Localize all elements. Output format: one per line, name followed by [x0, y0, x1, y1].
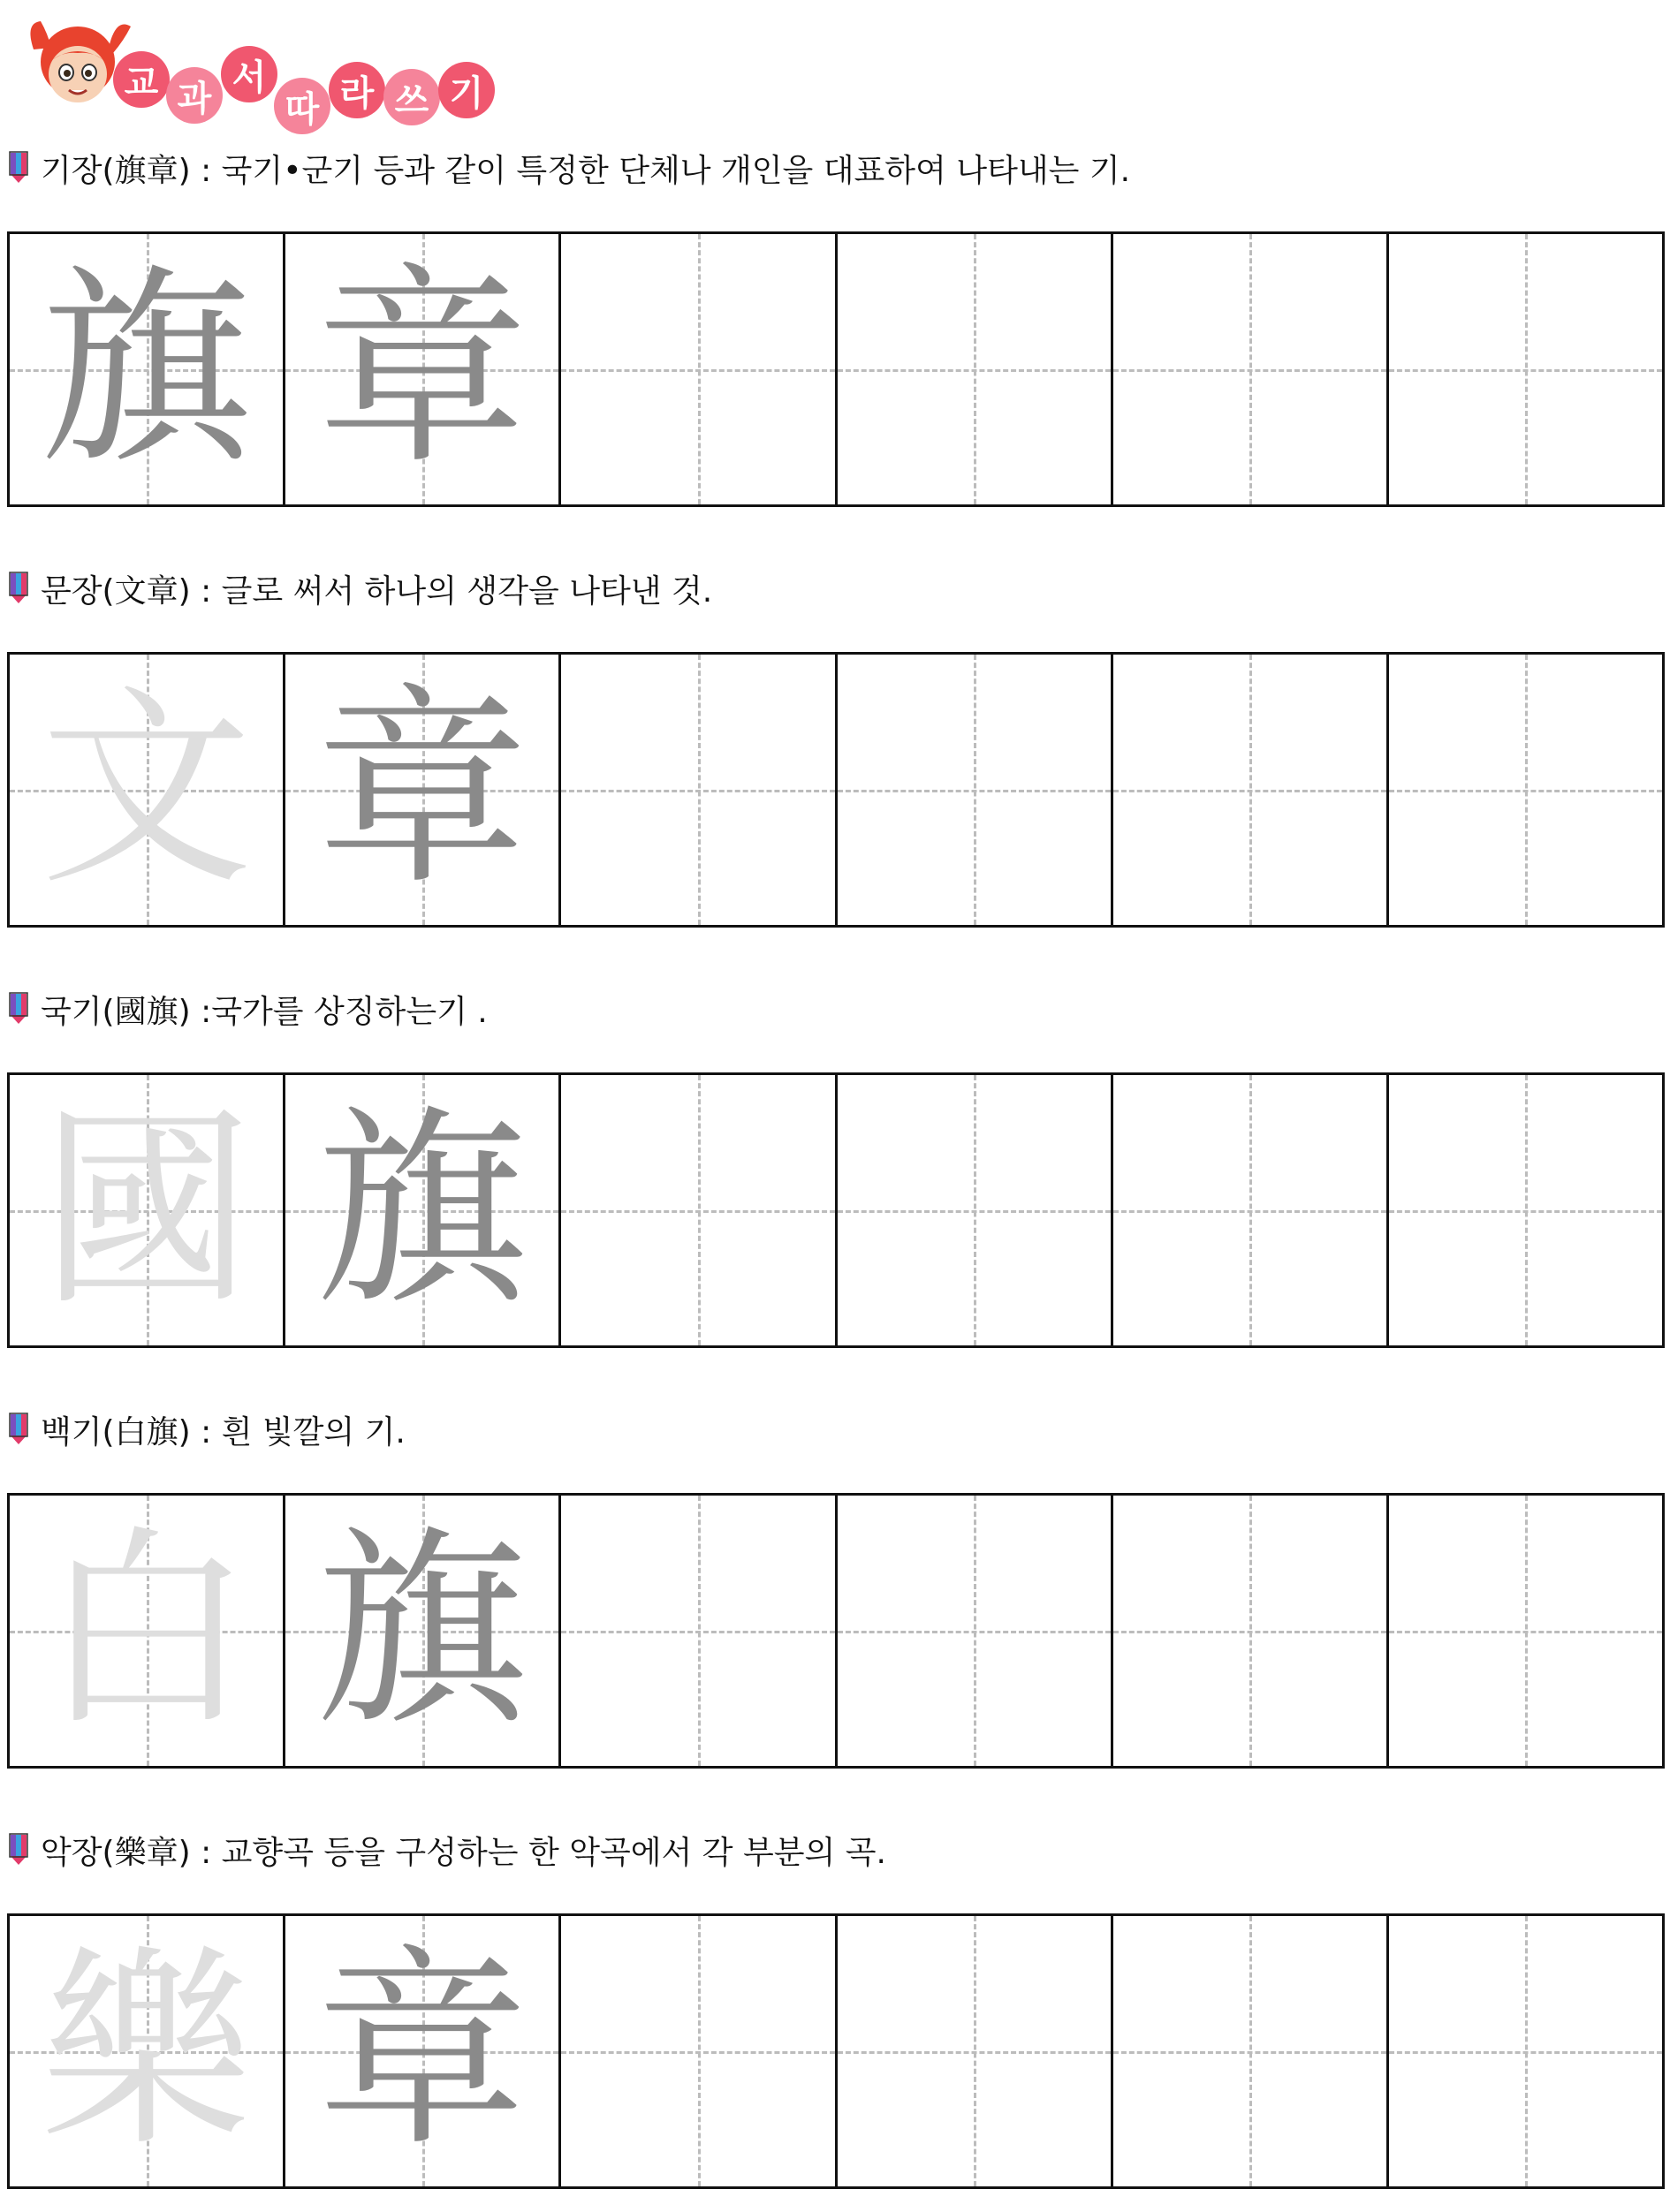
- guide-line-horizontal: [1389, 369, 1662, 372]
- model-char-cell: [283, 1496, 558, 1766]
- practice-section: [0, 565, 1670, 936]
- model-char-cell: [10, 1075, 283, 1345]
- hanja-character: 章: [315, 666, 528, 913]
- guide-line-horizontal: [1389, 1631, 1662, 1633]
- writing-grid: [7, 1493, 1665, 1769]
- hanja-character: 章: [315, 246, 528, 493]
- practice-cell[interactable]: [1111, 655, 1386, 925]
- guide-line-horizontal: [561, 2051, 834, 2054]
- title-bubble: 쓰: [383, 69, 440, 125]
- title-bubble: 과: [166, 67, 223, 124]
- practice-cell[interactable]: [558, 1075, 834, 1345]
- writing-grid: [7, 652, 1665, 928]
- definition-text: 문장(文章) : 글로 써서 하나의 생각을 나타낸 것.: [41, 572, 713, 610]
- definition-text: 국기(國旗) :국가를 상징하는기 .: [41, 993, 488, 1030]
- guide-line-horizontal: [838, 790, 1111, 792]
- definition-text: 기장(旗章) : 국기•군기 등과 같이 특정한 단체나 개인을 대표하여 나타내는 기.: [41, 152, 1131, 189]
- practice-section: [0, 1827, 1670, 2198]
- practice-cell[interactable]: [1386, 655, 1662, 925]
- hanja-character: 白: [40, 1507, 253, 1754]
- guide-line-horizontal: [1113, 790, 1386, 792]
- definition-line: [9, 1827, 886, 1873]
- guide-line-horizontal: [1389, 1210, 1662, 1213]
- guide-line-horizontal: [1113, 1210, 1386, 1213]
- hanja-character: 章: [315, 1928, 528, 2175]
- practice-cell[interactable]: [1386, 234, 1662, 504]
- practice-cell[interactable]: [558, 655, 834, 925]
- practice-section: [0, 1406, 1670, 1777]
- pencil-marker-icon: [9, 992, 28, 1026]
- guide-line-horizontal: [838, 1631, 1111, 1633]
- pencil-marker-icon: [9, 1413, 28, 1446]
- definition-line: [9, 145, 1130, 191]
- guide-line-horizontal: [838, 369, 1111, 372]
- definition-line: [9, 565, 712, 611]
- definition-text: 백기(白旗) : 흰 빛깔의 기.: [41, 1413, 406, 1451]
- guide-line-horizontal: [561, 1210, 834, 1213]
- guide-line-horizontal: [1113, 2051, 1386, 2054]
- guide-line-horizontal: [1113, 1631, 1386, 1633]
- practice-cell[interactable]: [835, 1496, 1111, 1766]
- practice-cell[interactable]: [1111, 1496, 1386, 1766]
- practice-cell[interactable]: [558, 1916, 834, 2186]
- guide-line-horizontal: [561, 790, 834, 792]
- pencil-marker-icon: [9, 572, 28, 605]
- model-char-cell: [283, 655, 558, 925]
- practice-cell[interactable]: [835, 1075, 1111, 1345]
- guide-line-horizontal: [838, 2051, 1111, 2054]
- definition-line: [9, 1406, 406, 1452]
- definition-text: 악장(樂章) : 교향곡 등을 구성하는 한 악곡에서 각 부분의 곡.: [41, 1834, 886, 1871]
- guide-line-horizontal: [561, 1631, 834, 1633]
- title-bubble: 기: [438, 62, 495, 118]
- practice-cell[interactable]: [1386, 1075, 1662, 1345]
- title-banner: [25, 7, 502, 130]
- guide-line-horizontal: [1113, 369, 1386, 372]
- model-char-cell: [283, 1916, 558, 2186]
- practice-cell[interactable]: [835, 1916, 1111, 2186]
- hanja-character: 文: [40, 666, 253, 913]
- writing-grid: [7, 1913, 1665, 2189]
- hanja-character: 旗: [315, 1087, 528, 1334]
- practice-cell[interactable]: [835, 655, 1111, 925]
- model-char-cell: [283, 234, 558, 504]
- practice-cell[interactable]: [1386, 1496, 1662, 1766]
- model-char-cell: [10, 655, 283, 925]
- model-char-cell: [10, 1916, 283, 2186]
- title-bubble: 교: [113, 51, 170, 108]
- guide-line-horizontal: [838, 1210, 1111, 1213]
- hanja-character: 樂: [40, 1928, 253, 2175]
- title-bubble: 서: [221, 46, 277, 102]
- model-char-cell: [10, 234, 283, 504]
- practice-cell[interactable]: [835, 234, 1111, 504]
- practice-cell[interactable]: [558, 1496, 834, 1766]
- writing-grid: [7, 231, 1665, 507]
- definition-line: [9, 986, 488, 1032]
- practice-cell[interactable]: [1111, 1075, 1386, 1345]
- practice-section: [0, 145, 1670, 516]
- hanja-character: 旗: [40, 246, 253, 493]
- writing-grid: [7, 1072, 1665, 1348]
- practice-cell[interactable]: [1111, 1916, 1386, 2186]
- hanja-character: 國: [40, 1087, 253, 1334]
- practice-cell[interactable]: [1111, 234, 1386, 504]
- pencil-marker-icon: [9, 151, 28, 185]
- title-bubble: 따: [274, 78, 330, 134]
- guide-line-horizontal: [1389, 2051, 1662, 2054]
- practice-cell[interactable]: [1386, 1916, 1662, 2186]
- guide-line-horizontal: [561, 369, 834, 372]
- pencil-marker-icon: [9, 1833, 28, 1867]
- girl-mascot-icon: [25, 14, 131, 118]
- title-bubble: 라: [329, 62, 385, 118]
- model-char-cell: [10, 1496, 283, 1766]
- model-char-cell: [283, 1075, 558, 1345]
- hanja-character: 旗: [315, 1507, 528, 1754]
- practice-cell[interactable]: [558, 234, 834, 504]
- guide-line-horizontal: [1389, 790, 1662, 792]
- practice-section: [0, 986, 1670, 1357]
